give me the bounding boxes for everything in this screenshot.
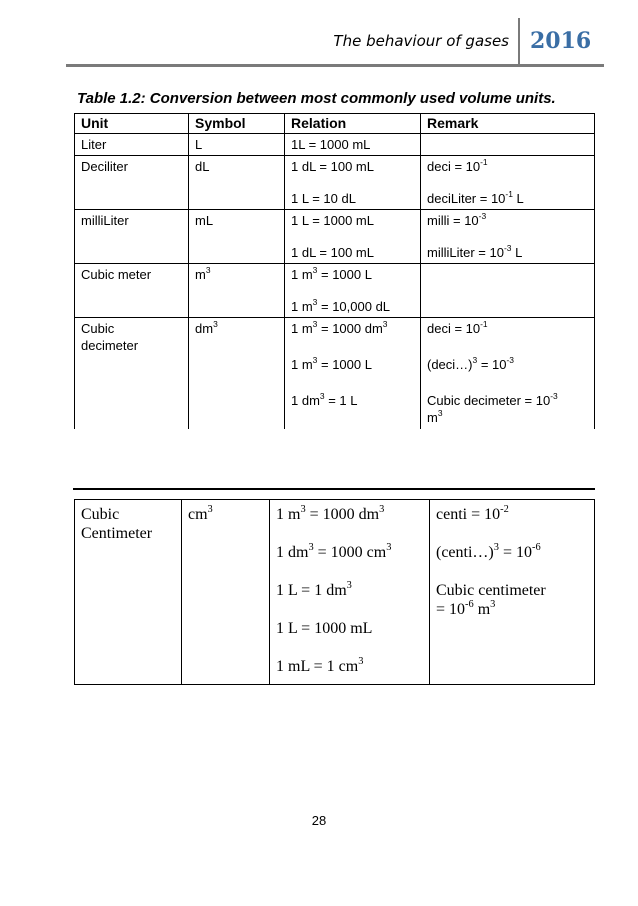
cell-unit: Cubic meter: [75, 264, 189, 318]
page-number: 28: [311, 813, 327, 828]
caption-text: Conversion between most commonly used volume units.: [145, 90, 556, 107]
table-caption: [77, 90, 556, 107]
column-header-relation: Relation: [285, 114, 421, 134]
relation-line: 1 $m^3 = 1000$ L: [291, 264, 372, 282]
relation-line: 1 L = 1000 mL: [276, 620, 373, 637]
relation-line: 1 $m^3 = 1000$ L: [291, 354, 372, 372]
cell-unit: Cubic Centimeter: [75, 500, 182, 685]
remark-line: milli = $10^{-3}$: [427, 210, 487, 228]
cell-symbol: L: [189, 134, 285, 156]
header-year: 2016: [530, 28, 592, 54]
relation-line: 1 dL = 100 mL: [291, 159, 374, 174]
cell-remark: [421, 210, 595, 264]
relation-line: 1 $m^3 = 1000$ $dm^3$: [276, 503, 385, 523]
remark-line: Cubic decimeter = $10^{-3}$ $m^3$: [427, 390, 558, 425]
column-header-symbol: Symbol: [189, 114, 285, 134]
remark-line: (centi…)$^3$ = $10^{-6}$: [436, 541, 541, 561]
remark-line: deciLiter = $10^{-1}$ L: [427, 188, 524, 206]
cell-symbol: $cm^3$: [182, 500, 270, 685]
column-header-unit: Unit: [75, 114, 189, 134]
cell-remark: [421, 318, 595, 430]
relation-line: 1 L = 1 $dm^3$: [276, 579, 352, 599]
cell-symbol: dL: [189, 156, 285, 210]
table-break-rule: [73, 488, 595, 490]
cell-relation: [285, 210, 421, 264]
remark-line: deci = $10^{-1}$: [427, 156, 488, 174]
remark-line: milliLiter = $10^{-3}$ L: [427, 242, 523, 260]
cell-unit: milliLiter: [75, 210, 189, 264]
cell-unit: Deciliter: [75, 156, 189, 210]
table-row-cubic-meter: [75, 264, 595, 318]
remark-line: (deci…)$^3$ = $10^{-3}$: [427, 354, 515, 372]
volume-units-table-continued: [74, 499, 595, 685]
cell-relation: [270, 500, 430, 685]
table-row-liter: [75, 134, 595, 156]
remark-line: deci = $10^{-1}$: [427, 318, 488, 336]
relation-line: 1 $m^3 = 1000$ $dm^3$: [291, 318, 388, 336]
cell-relation: [285, 156, 421, 210]
remark-line: centi = $10^{-2}$: [436, 503, 509, 523]
table-row-cubic-decimeter: [75, 318, 595, 430]
cell-remark: [421, 134, 595, 156]
caption-label: Table 1.2:: [77, 90, 146, 107]
remark-line: Cubic centimeter = $10^{-6}$ $m^3$: [436, 582, 546, 618]
relation-line: 1 mL = 1 $cm^3$: [276, 655, 364, 675]
relation-line: 1 $dm^3 = 1000$ $cm^3$: [276, 541, 392, 561]
cell-unit: Liter: [75, 134, 189, 156]
column-header-remark: Remark: [421, 114, 595, 134]
table-row-milliliter: [75, 210, 595, 264]
page-header: [0, 18, 605, 64]
cell-remark: [430, 500, 595, 685]
cell-symbol: $dm^3$: [189, 318, 285, 430]
cell-symbol: $m^3$: [189, 264, 285, 318]
volume-units-table: [74, 113, 595, 429]
cell-relation: [285, 264, 421, 318]
relation-line: 1 $dm^3 = 1$ L: [291, 390, 358, 408]
header-title: The behaviour of gases: [333, 32, 509, 50]
relation-line: 1 dL = 100 mL: [291, 245, 374, 260]
cell-remark: [421, 156, 595, 210]
header-rule: [66, 64, 604, 67]
table-row-cubic-centimeter: [75, 500, 595, 685]
cell-relation: [285, 318, 421, 430]
table-header-row: [75, 114, 595, 134]
cell-relation: 1L = 1000 mL: [285, 134, 421, 156]
table-row-deciliter: [75, 156, 595, 210]
relation-line: 1 L = 10 dL: [291, 191, 356, 206]
cell-symbol: mL: [189, 210, 285, 264]
relation-line: 1 $m^3 = 10,000$ dL: [291, 296, 391, 314]
header-separator: [518, 18, 520, 64]
cell-unit: Cubic decimeter: [75, 318, 189, 430]
cell-remark: [421, 264, 595, 318]
relation-line: 1 L = 1000 mL: [291, 213, 374, 228]
